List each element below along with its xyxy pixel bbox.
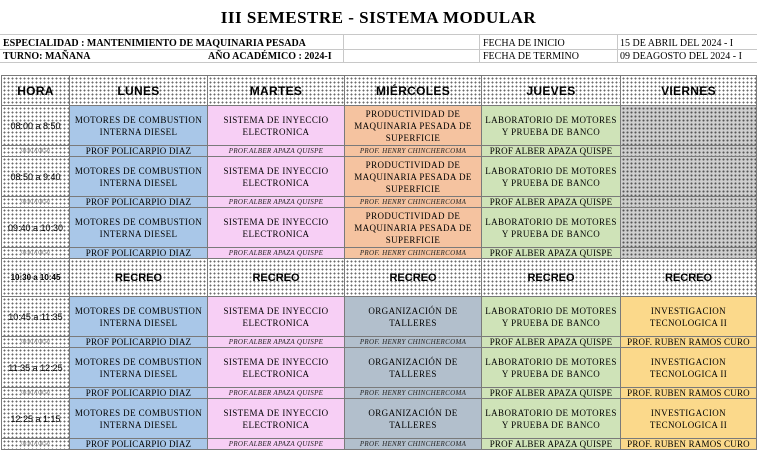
header-row: [2, 76, 757, 106]
time-small-label: 08:00 A 08:50: [2, 197, 70, 208]
subject-cell-miercoles: ORGANIZACIÓN DE TALLERES: [345, 297, 482, 337]
subject-cell-miercoles: PRODUCTIVIDAD DE MAQUINARIA PESADA DE SUPERFICIE: [345, 106, 482, 146]
subject-cell-lunes: MOTORES DE COMBUSTION INTERNA DIESEL: [70, 208, 208, 248]
fecha-inicio-label: FECHA DE INICIO: [483, 38, 565, 49]
professor-cell-lunes: PROF POLICARPIO DIAZ: [70, 439, 208, 450]
professor-cell-lunes: PROF POLICARPIO DIAZ: [70, 337, 208, 348]
subject-cell-jueves: LABORATORIO DE MOTORES Y PRUEBA DE BANCO: [482, 157, 621, 197]
recreo-cell: RECREO: [345, 259, 482, 297]
professor-cell-viernes: [621, 146, 757, 157]
professor-cell-lunes: PROF POLICARPIO DIAZ: [70, 197, 208, 208]
hora-cell: 08:50 a 9:40: [2, 157, 70, 197]
subject-cell-martes: SISTEMA DE INYECCIO ELECTRONICA: [208, 157, 345, 197]
subject-cell-miercoles: PRODUCTIVIDAD DE MAQUINARIA PESADA DE SUPERFICIE: [345, 157, 482, 197]
professor-cell-martes: PROF.ALBER APAZA QUISPE: [208, 439, 345, 450]
subject-cell-martes: SISTEMA DE INYECCIO ELECTRONICA: [208, 106, 345, 146]
page-title: III SEMESTRE - SISTEMA MODULAR: [220, 8, 537, 27]
header-lunes: LUNES: [70, 76, 208, 106]
subject-cell-jueves: LABORATORIO DE MOTORES Y PRUEBA DE BANCO: [482, 297, 621, 337]
professor-cell-jueves: PROF ALBER APAZA QUISPE: [482, 439, 621, 450]
recreo-cell: RECREO: [208, 259, 345, 297]
subject-cell-lunes: MOTORES DE COMBUSTION INTERNA DIESEL: [70, 106, 208, 146]
recreo-cell: RECREO: [70, 259, 208, 297]
subject-cell-viernes: [621, 157, 757, 197]
fecha-termino-value: 09 DEAGOSTO DEL 2024 - I: [620, 51, 742, 62]
recreo-row: [2, 259, 757, 297]
table-row: [2, 197, 757, 208]
subject-cell-lunes: MOTORES DE COMBUSTION INTERNA DIESEL: [70, 399, 208, 439]
professor-cell-viernes: [621, 197, 757, 208]
table-row: [2, 106, 757, 146]
table-row: [2, 399, 757, 439]
professor-cell-martes: PROF.ALBER APAZA QUISPE: [208, 248, 345, 259]
turno-label: TURNO: MAÑANA: [3, 51, 91, 62]
hora-cell: 09:40 a 10:30: [2, 208, 70, 248]
hora-cell: 11:35 a 12:25: [2, 348, 70, 388]
hora-cell: 10:30 a 10:45: [2, 259, 70, 297]
divider: [617, 34, 618, 62]
subject-cell-miercoles: ORGANIZACIÓN DE TALLERES: [345, 399, 482, 439]
professor-cell-miercoles: PROF. HENRY CHINCHERCOMA: [345, 439, 482, 450]
fecha-inicio-value: 15 DE ABRIL DEL 2024 - I: [620, 38, 734, 49]
subject-cell-viernes: [621, 208, 757, 248]
divider: [343, 34, 344, 62]
subject-cell-miercoles: ORGANIZACIÓN DE TALLERES: [345, 348, 482, 388]
time-small-label: 08:00 A 08:50: [2, 439, 70, 450]
header-jueves: JUEVES: [482, 76, 621, 106]
time-small-label: 08:00 A 08:50: [2, 146, 70, 157]
professor-cell-viernes: PROF. RUBEN RAMOS CURO: [621, 439, 757, 450]
hora-cell: 08:00 a 8:50: [2, 106, 70, 146]
subject-cell-lunes: MOTORES DE COMBUSTION INTERNA DIESEL: [70, 297, 208, 337]
professor-cell-miercoles: PROF. HENRY CHINCHERCOMA: [345, 146, 482, 157]
subject-cell-viernes: INVESTIGACION TECNOLOGICA II: [621, 399, 757, 439]
professor-cell-jueves: PROF ALBER APAZA QUISPE: [482, 197, 621, 208]
table-row: [2, 248, 757, 259]
subject-cell-jueves: LABORATORIO DE MOTORES Y PRUEBA DE BANCO: [482, 106, 621, 146]
subject-cell-jueves: LABORATORIO DE MOTORES Y PRUEBA DE BANCO: [482, 399, 621, 439]
professor-cell-lunes: PROF POLICARPIO DIAZ: [70, 388, 208, 399]
subject-cell-lunes: MOTORES DE COMBUSTION INTERNA DIESEL: [70, 348, 208, 388]
table-row: [2, 439, 757, 450]
subject-cell-lunes: MOTORES DE COMBUSTION INTERNA DIESEL: [70, 157, 208, 197]
professor-cell-lunes: PROF POLICARPIO DIAZ: [70, 146, 208, 157]
professor-cell-viernes: PROF. RUBEN RAMOS CURO: [621, 337, 757, 348]
hora-cell: 10:45 a 11:35: [2, 297, 70, 337]
time-small-label: 08:00 A 08:50: [2, 388, 70, 399]
professor-cell-jueves: PROF ALBER APAZA QUISPE: [482, 146, 621, 157]
table-row: [2, 388, 757, 399]
professor-cell-miercoles: PROF. HENRY CHINCHERCOMA: [345, 388, 482, 399]
professor-cell-viernes: [621, 248, 757, 259]
table-row: [2, 337, 757, 348]
table-row: [2, 157, 757, 197]
table-row: [2, 208, 757, 248]
professor-cell-miercoles: PROF. HENRY CHINCHERCOMA: [345, 197, 482, 208]
anio-academico-label: AÑO ACADÉMICO : 2024-I: [208, 51, 332, 62]
schedule-body: [2, 76, 757, 450]
divider: [0, 34, 757, 35]
subject-cell-martes: SISTEMA DE INYECCIO ELECTRONICA: [208, 399, 345, 439]
professor-cell-jueves: PROF ALBER APAZA QUISPE: [482, 337, 621, 348]
especialidad-label: ESPECIALIDAD : MANTENIMIENTO DE MAQUINARIA PESADA: [3, 38, 306, 49]
time-small-label: 08:00 A 08:50: [2, 248, 70, 259]
subject-cell-martes: SISTEMA DE INYECCIO ELECTRONICA: [208, 348, 345, 388]
header-miercoles: MIÉRCOLES: [345, 76, 482, 106]
professor-cell-miercoles: PROF. HENRY CHINCHERCOMA: [345, 337, 482, 348]
table-row: [2, 348, 757, 388]
professor-cell-jueves: PROF ALBER APAZA QUISPE: [482, 388, 621, 399]
subject-cell-viernes: INVESTIGACION TECNOLOGICA II: [621, 297, 757, 337]
hora-cell: 12:25 a 1:15: [2, 399, 70, 439]
table-row: [2, 297, 757, 337]
fecha-termino-label: FECHA DE TERMINO: [483, 51, 579, 62]
table-row: [2, 146, 757, 157]
subject-cell-miercoles: PRODUCTIVIDAD DE MAQUINARIA PESADA DE SUPERFICIE: [345, 208, 482, 248]
subject-cell-viernes: [621, 106, 757, 146]
professor-cell-martes: PROF.ALBER APAZA QUISPE: [208, 337, 345, 348]
recreo-cell: RECREO: [621, 259, 757, 297]
header-martes: MARTES: [208, 76, 345, 106]
subject-cell-viernes: INVESTIGACION TECNOLOGICA II: [621, 348, 757, 388]
subject-cell-martes: SISTEMA DE INYECCIO ELECTRONICA: [208, 297, 345, 337]
professor-cell-miercoles: PROF. HENRY CHINCHERCOMA: [345, 248, 482, 259]
professor-cell-lunes: PROF POLICARPIO DIAZ: [70, 248, 208, 259]
subject-cell-martes: SISTEMA DE INYECCIO ELECTRONICA: [208, 208, 345, 248]
professor-cell-viernes: PROF. RUBEN RAMOS CURO: [621, 388, 757, 399]
subject-cell-jueves: LABORATORIO DE MOTORES Y PRUEBA DE BANCO: [482, 348, 621, 388]
professor-cell-jueves: PROF ALBER APAZA QUISPE: [482, 248, 621, 259]
time-small-label: 08:00 A 08:50: [2, 337, 70, 348]
header-viernes: VIERNES: [621, 76, 757, 106]
recreo-cell: RECREO: [482, 259, 621, 297]
header-hora: HORA: [2, 76, 70, 106]
subject-cell-jueves: LABORATORIO DE MOTORES Y PRUEBA DE BANCO: [482, 208, 621, 248]
divider: [479, 34, 480, 62]
professor-cell-martes: PROF.ALBER APAZA QUISPE: [208, 388, 345, 399]
professor-cell-martes: PROF.ALBER APAZA QUISPE: [208, 197, 345, 208]
schedule-table: [1, 75, 757, 450]
professor-cell-martes: PROF.ALBER APAZA QUISPE: [208, 146, 345, 157]
